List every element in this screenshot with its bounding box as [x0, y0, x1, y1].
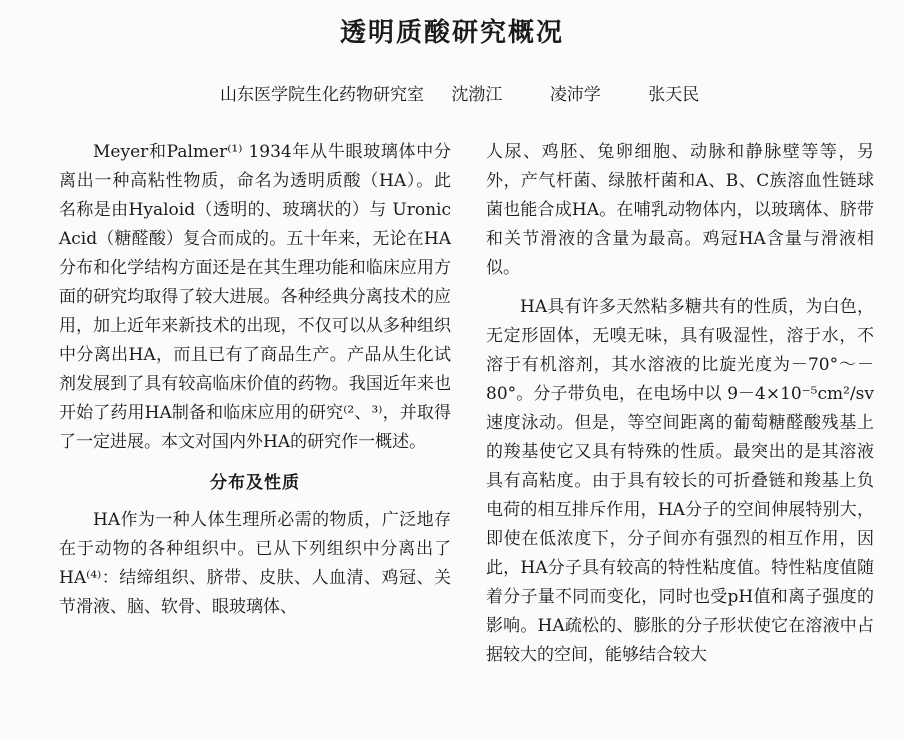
author-name: 张天民 — [648, 85, 700, 105]
paper-title: 透明质酸研究概况 — [339, 18, 564, 48]
distribution-paragraph: HA作为一种人体生理所必需的物质，广泛地存在于动物的各种组织中。已从下列组织中分离出了HA⁽⁴⁾：结缔组织、脐带、皮肤、人血清、鸡冠、关节滑液、脑、软骨、眼玻璃体、 — [59, 510, 451, 617]
author-name: 沈渤江 — [451, 85, 503, 105]
left-column — [59, 138, 451, 622]
intro-paragraph: Meyer和Palmer⁽¹⁾ 1934年从牛眼玻璃体中分离出一种高粘性物质，命名为透明质酸（HA）。此名称是由Hyaloid（透明的、玻璃状的）与 Uronic Acid（糖醛酸）复合而成的。五十年来，无论在HA分布和化学结构方面还是在其生理功能和临床应用方面的研究均取得了较大进展。各种经典分离技术的应用，加上近年来新技术的出现，不仅可以从多种组织中分离出HA，而且已有了商品生产。产品从生化试剂发展到了具有较高临床价值的药物。我国近年来也开始了药用HA制备和临床应用的研究⁽²、³⁾，并取得了一定进展。本文对国内外HA的研究作一概述。 — [59, 142, 451, 452]
author-institution: 山东医学院生化药物研究室 — [220, 85, 424, 105]
author-line — [220, 80, 699, 105]
distribution-continued-paragraph: 人尿、鸡胚、兔卵细胞、动脉和静脉壁等等，另外，产气杆菌、绿脓杆菌和A、B、C族溶血性链球菌也能合成HA。在哺乳动物体内，以玻璃体、脐带和关节滑液的含量为最高。鸡冠HA含量与滑液相似。 — [486, 142, 874, 278]
section-heading: 分布及性质 — [210, 473, 300, 493]
author-name: 凌沛学 — [549, 85, 601, 105]
right-column — [486, 138, 874, 670]
properties-paragraph: HA具有许多天然粘多糖共有的性质，为白色，无定形固体，无嗅无味，具有吸湿性，溶于水，不溶于有机溶剂，其水溶液的比旋光度为－70°～－80°。分子带负电，在电场中以 9－4×10⁻⁵cm²/sv速度泳动。但是，等空间距离的葡萄糖醛酸残基上的羧基使它又具有特殊的性质。最突出的是其溶液具有高粘度。由于具有较长的可折叠链和羧基上负电荷的相互排斥作用，HA分子的空间伸展特别大，即使在低浓度下，分子间亦有强烈的相互作用，因此，HA分子具有较高的特性粘度值。特性粘度值随着分子量不同而变化，同时也受pH值和离子强度的影响。HA疏松的、膨胀的分子形状使它在溶液中占据较大的空间，能够结合较大 — [486, 297, 874, 665]
